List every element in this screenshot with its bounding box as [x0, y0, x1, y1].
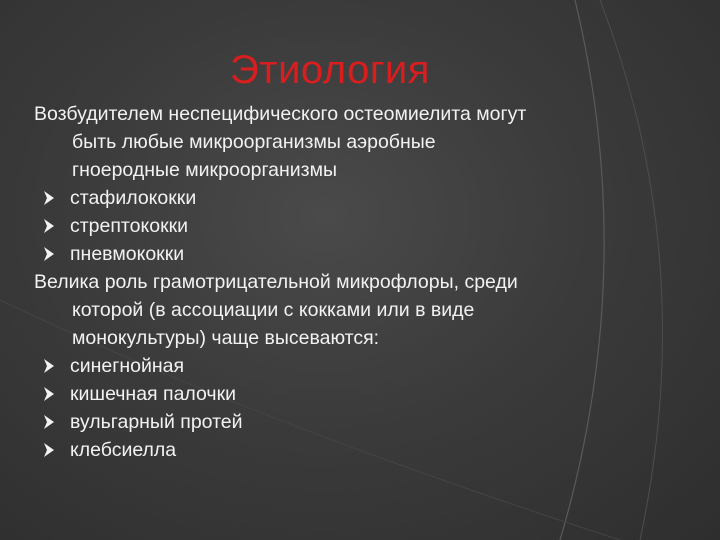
arrowhead-bullet-icon [44, 387, 54, 401]
list-item-label: стрептококки [70, 215, 189, 237]
list-item-label: вульгарный протей [70, 411, 243, 433]
text-line: монокультуры) чаще высеваются: [72, 327, 380, 349]
text-line: Велика роль грамотрицательной микрофлоры, среди [34, 271, 518, 293]
list-item [34, 184, 634, 212]
paragraph-pathogens [34, 100, 634, 184]
arrowhead-bullet-icon [44, 415, 54, 429]
list-item [34, 212, 634, 240]
list-item-label: синегнойная [70, 355, 185, 377]
list-item-label: клебсиелла [70, 439, 177, 461]
arrowhead-bullet-icon [44, 191, 54, 205]
text-line: гноеродные микроорганизмы [72, 159, 338, 181]
arrowhead-bullet-icon [44, 443, 54, 457]
arrowhead-bullet-icon [44, 219, 54, 233]
text-line: которой (в ассоциации с кокками или в виде [72, 299, 475, 321]
text-line: быть любые микроорганизмы аэробные [72, 131, 436, 153]
list-item-label: пневмококки [70, 243, 185, 265]
list-item [34, 352, 634, 380]
text-line: Возбудителем неспецифического остеомиелита могут [34, 103, 527, 125]
slide-content [34, 100, 634, 464]
list-item [34, 436, 634, 464]
arrowhead-bullet-icon [44, 247, 54, 261]
list-item [34, 408, 634, 436]
list-item [34, 240, 634, 268]
slide-title: Этиология [230, 48, 430, 92]
list-item-label: кишечная палочки [70, 383, 237, 405]
arrowhead-bullet-icon [44, 359, 54, 373]
list-item-label: стафилококки [70, 187, 197, 209]
list-item [34, 380, 634, 408]
paragraph-gram-negative [34, 268, 634, 352]
